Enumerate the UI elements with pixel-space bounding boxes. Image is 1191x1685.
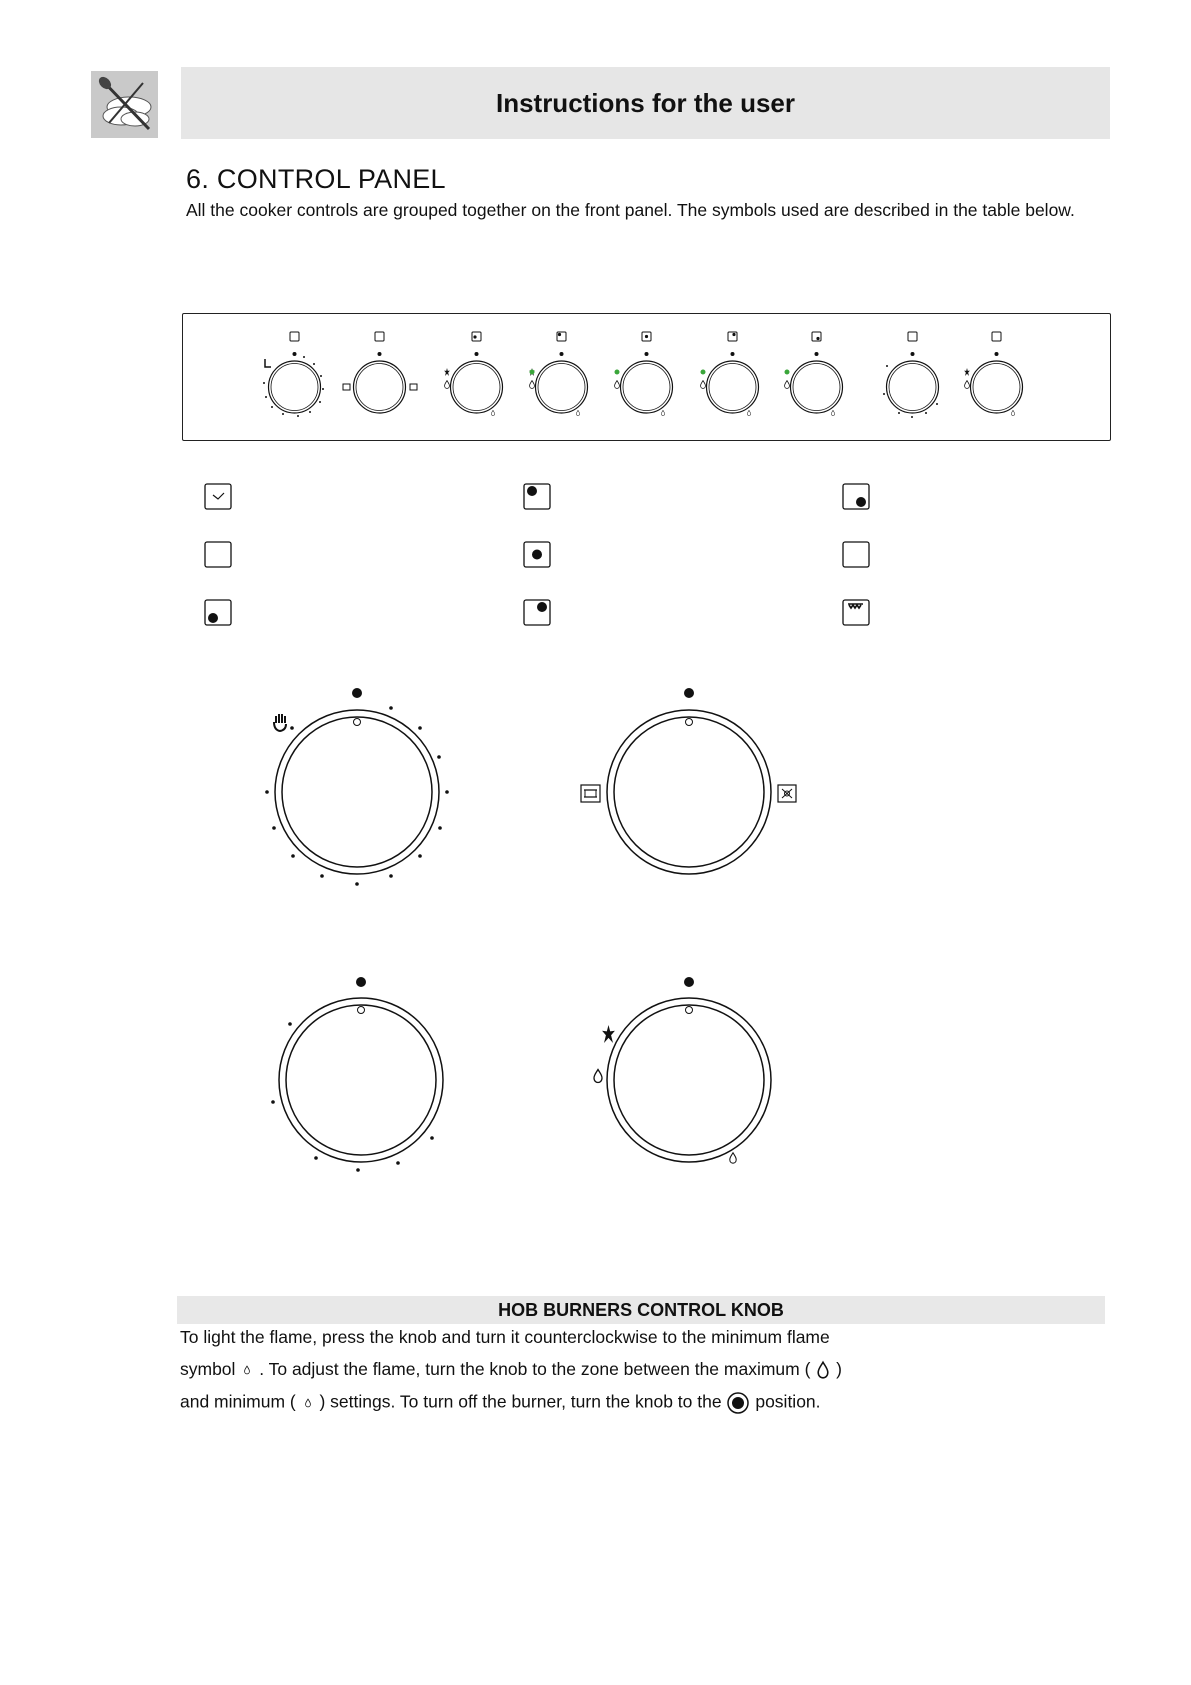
grill-icon bbox=[343, 384, 350, 390]
burner-front-right-icon bbox=[812, 332, 821, 341]
burner-rear-left-icon bbox=[524, 484, 550, 509]
fan-icon bbox=[410, 384, 417, 390]
off-position-icon bbox=[726, 1391, 750, 1415]
small-flame-icon bbox=[301, 1395, 315, 1411]
hob-text-adjust: . To adjust the flame, turn the knob to the zone between the maximum ( bbox=[259, 1359, 811, 1379]
square-icon bbox=[290, 332, 299, 341]
oven-icon bbox=[205, 542, 231, 567]
burner-front-right-icon bbox=[843, 484, 869, 509]
hob-text-symbol: symbol bbox=[180, 1359, 236, 1379]
large-flame-icon bbox=[594, 1070, 602, 1083]
spark-icon bbox=[615, 370, 620, 375]
panel-knob-4 bbox=[529, 332, 587, 416]
burner-knob bbox=[594, 977, 771, 1163]
burner-rear-right-icon bbox=[524, 600, 550, 625]
hob-section-bar bbox=[177, 1296, 1105, 1324]
timer-knob bbox=[265, 688, 449, 886]
grill-icon bbox=[581, 785, 600, 802]
burner-front-left-icon bbox=[205, 600, 231, 625]
panel-knob-2 bbox=[343, 332, 417, 413]
panel-knob-3 bbox=[444, 332, 502, 416]
hob-text-line-1: To light the flame, press the knob and turn it counterclockwise to the minimum flame bbox=[180, 1327, 830, 1347]
panel-knob-5 bbox=[615, 332, 673, 416]
spark-icon bbox=[530, 370, 535, 375]
panel-knob-1 bbox=[263, 332, 324, 417]
burner-rear-right-icon bbox=[728, 332, 737, 341]
hob-section-title: HOB BURNERS CONTROL KNOB bbox=[498, 1299, 784, 1320]
panel-knob-9 bbox=[964, 332, 1022, 416]
spark-icon bbox=[602, 1025, 615, 1043]
spark-icon bbox=[785, 370, 790, 375]
hob-text-turn-off: ) settings. To turn off the burner, turn the knob to the bbox=[319, 1391, 722, 1412]
burner-front-left-icon bbox=[557, 332, 566, 341]
panel-knob-6 bbox=[701, 332, 759, 416]
hob-text-line-3 bbox=[180, 1391, 821, 1415]
large-flame-icon bbox=[445, 381, 450, 389]
square-icon bbox=[992, 332, 1001, 341]
large-flame-icon bbox=[815, 1359, 831, 1381]
hob-text-position: position. bbox=[755, 1391, 821, 1412]
small-flame-icon bbox=[730, 1153, 736, 1163]
square-icon bbox=[908, 332, 917, 341]
panel-knob-8 bbox=[883, 332, 939, 418]
fan-icon bbox=[778, 785, 796, 802]
section-title: 6. CONTROL PANEL bbox=[186, 164, 446, 194]
page-title: Instructions for the user bbox=[495, 87, 796, 118]
hand-stop-icon bbox=[265, 359, 271, 367]
hob-text-line-2 bbox=[180, 1359, 842, 1381]
small-flame-icon bbox=[240, 1362, 254, 1378]
hob-text-minimum: and minimum ( bbox=[180, 1391, 296, 1412]
hand-stop-icon bbox=[274, 714, 294, 731]
thermostat-knob bbox=[271, 977, 443, 1172]
symbol-table bbox=[205, 484, 869, 625]
intro-paragraph: All the cooker controls are grouped together on the front panel. The symbols used are described in the table below. bbox=[186, 200, 1075, 220]
square-icon bbox=[375, 332, 384, 341]
timer-icon bbox=[205, 484, 231, 509]
spark-icon bbox=[701, 370, 706, 375]
small-flame-icon bbox=[491, 410, 494, 415]
panel-knob-7 bbox=[785, 332, 843, 416]
selector-knob bbox=[581, 688, 796, 874]
hob-text-close-paren: ) bbox=[836, 1359, 842, 1379]
square-icon bbox=[843, 542, 869, 567]
spark-icon bbox=[444, 368, 450, 376]
